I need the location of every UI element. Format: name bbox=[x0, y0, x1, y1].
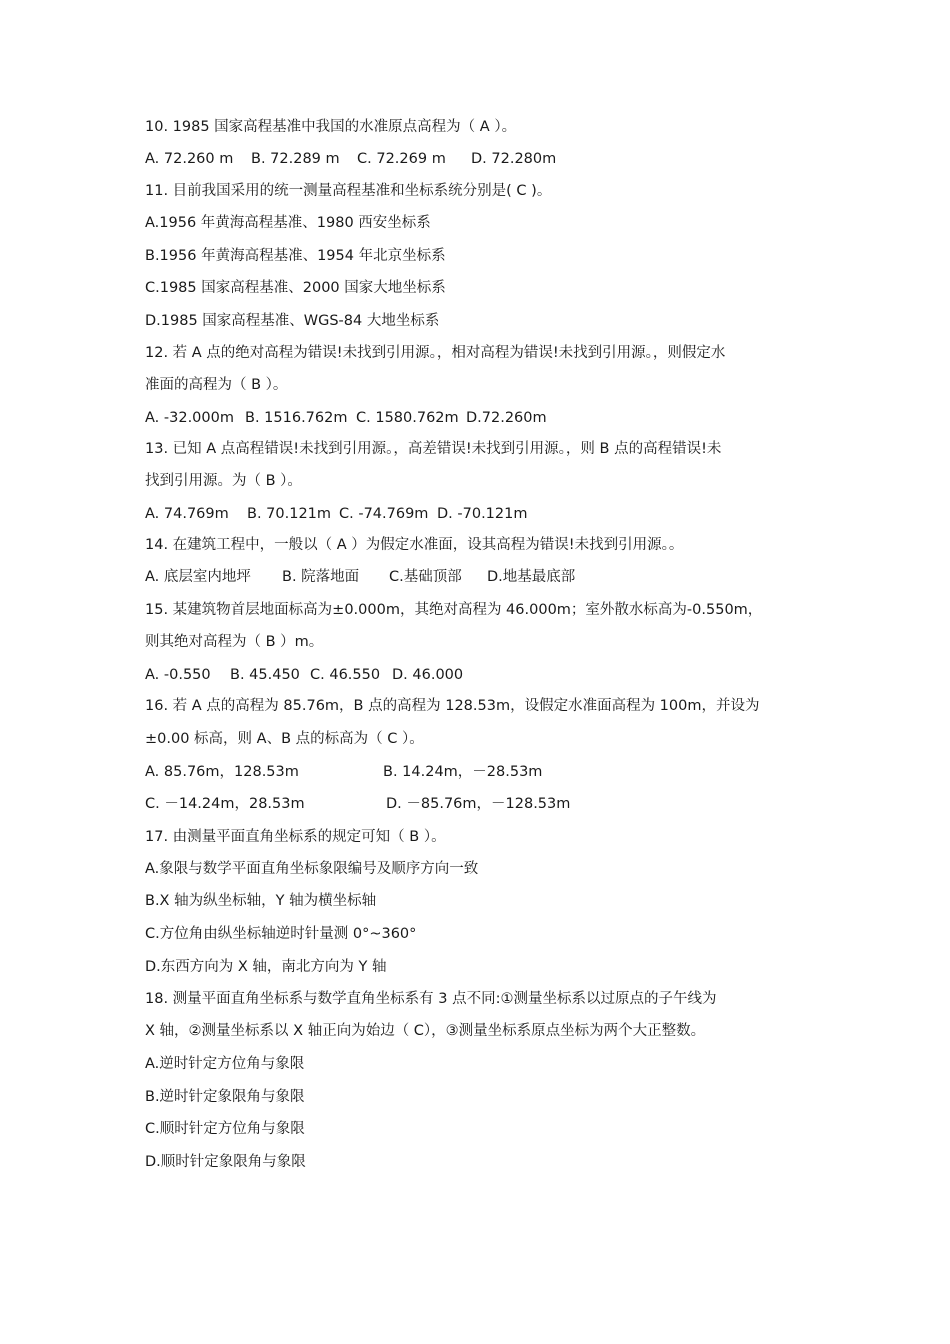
option-d: D. 46.000 bbox=[392, 667, 464, 683]
question-14-stem: 14. 在建筑工程中，一般以（ A ）为假定水准面，设其高程为错误!未找到引用源。。 bbox=[145, 537, 684, 553]
question-17-option-b: B.X 轴为纵坐标轴，Y 轴为横坐标轴 bbox=[145, 893, 377, 909]
question-16-stem-line2: ±0.00 标高，则 A、B 点的标高为（ C ）。 bbox=[145, 731, 424, 747]
option-a: A. 底层室内地坪 bbox=[145, 569, 251, 585]
question-17-stem: 17. 由测量平面直角坐标系的规定可知（ B ）。 bbox=[145, 829, 446, 845]
option-a: A. -32.000m bbox=[145, 410, 234, 426]
question-18-option-c: C.顺时针定方位角与象限 bbox=[145, 1121, 305, 1137]
question-10-stem: 10. 1985 国家高程基准中我国的水准原点高程为（ A ）。 bbox=[145, 119, 517, 135]
question-11-option-d: D.1985 国家高程基准、WGS-84 大地坐标系 bbox=[145, 313, 440, 329]
option-c: C. 72.269 m bbox=[357, 151, 446, 167]
question-18-option-d: D.顺时针定象限角与象限 bbox=[145, 1154, 306, 1170]
question-13-stem-line2: 找到引用源。为（ B ）。 bbox=[145, 473, 302, 489]
question-15-stem-line1: 15. 某建筑物首层地面标高为±0.000m，其绝对高程为 46.000m；室外散水标高为-0.550m， bbox=[145, 602, 763, 618]
question-11-stem: 11. 目前我国采用的统一测量高程基准和坐标系统分别是( C )。 bbox=[145, 183, 552, 199]
question-18-option-b: B.逆时针定象限角与象限 bbox=[145, 1089, 305, 1105]
option-b: B. 70.121m bbox=[247, 506, 332, 522]
question-12-stem-line1: 12. 若 A 点的绝对高程为错误!未找到引用源。，相对高程为错误!未找到引用源。，则假定水 bbox=[145, 345, 726, 361]
question-18-option-a: A.逆时针定方位角与象限 bbox=[145, 1056, 305, 1072]
question-11-option-a: A.1956 年黄海高程基准、1980 西安坐标系 bbox=[145, 215, 431, 231]
question-16-option-b: B. 14.24m，－28.53m bbox=[383, 764, 543, 780]
question-15-options bbox=[145, 665, 463, 685]
option-a: A. 72.260 m bbox=[145, 151, 234, 167]
option-b: B. 72.289 m bbox=[251, 151, 340, 167]
option-b: B. 1516.762m bbox=[245, 410, 348, 426]
question-17-option-d: D.东西方向为 X 轴，南北方向为 Y 轴 bbox=[145, 959, 387, 975]
option-d: D.地基最底部 bbox=[487, 569, 576, 585]
option-c: C. 1580.762m bbox=[356, 410, 459, 426]
question-16-option-a: A. 85.76m，128.53m bbox=[145, 764, 299, 780]
option-b: B. 45.450 bbox=[230, 667, 300, 683]
question-14-options bbox=[145, 567, 575, 587]
question-17-option-c: C.方位角由纵坐标轴逆时针量测 0°~360° bbox=[145, 926, 417, 942]
question-16-option-c: C. －14.24m，28.53m bbox=[145, 796, 305, 812]
question-16-option-d: D. －85.76m，－128.53m bbox=[386, 796, 571, 812]
question-17-option-a: A.象限与数学平面直角坐标象限编号及顺序方向一致 bbox=[145, 861, 479, 877]
question-13-options bbox=[145, 504, 527, 524]
option-b: B. 院落地面 bbox=[282, 569, 360, 585]
question-18-stem-line2: X 轴，②测量坐标系以 X 轴正向为始边（ C），③测量坐标系原点坐标为两个大正整数。 bbox=[145, 1023, 706, 1039]
option-d: D. 72.280m bbox=[471, 151, 557, 167]
question-12-stem-line2: 准面的高程为（ B ）。 bbox=[145, 377, 288, 393]
question-18-stem-line1: 18. 测量平面直角坐标系与数学直角坐标系有 3 点不同:①测量坐标系以过原点的子午线为 bbox=[145, 991, 717, 1007]
question-11-option-c: C.1985 国家高程基准、2000 国家大地坐标系 bbox=[145, 280, 446, 296]
question-12-options bbox=[145, 408, 547, 428]
option-d: D. -70.121m bbox=[437, 506, 528, 522]
option-c: C. -74.769m bbox=[339, 506, 429, 522]
option-c: C. 46.550 bbox=[310, 667, 381, 683]
question-16-stem-line1: 16. 若 A 点的高程为 85.76m，B 点的高程为 128.53m，设假定水准面高程为 100m，并设为 bbox=[145, 698, 760, 714]
option-a: A. 74.769m bbox=[145, 506, 229, 522]
question-11-option-b: B.1956 年黄海高程基准、1954 年北京坐标系 bbox=[145, 248, 446, 264]
question-13-stem-line1: 13. 已知 A 点高程错误!未找到引用源。，高差错误!未找到引用源。，则 B 点的高程错误!未 bbox=[145, 441, 722, 457]
question-10-options bbox=[145, 149, 556, 169]
option-c: C.基础顶部 bbox=[389, 569, 462, 585]
option-a: A. -0.550 bbox=[145, 667, 211, 683]
question-15-stem-line2: 则其绝对高程为（ B ）m。 bbox=[145, 634, 324, 650]
option-d: D.72.260m bbox=[466, 410, 547, 426]
